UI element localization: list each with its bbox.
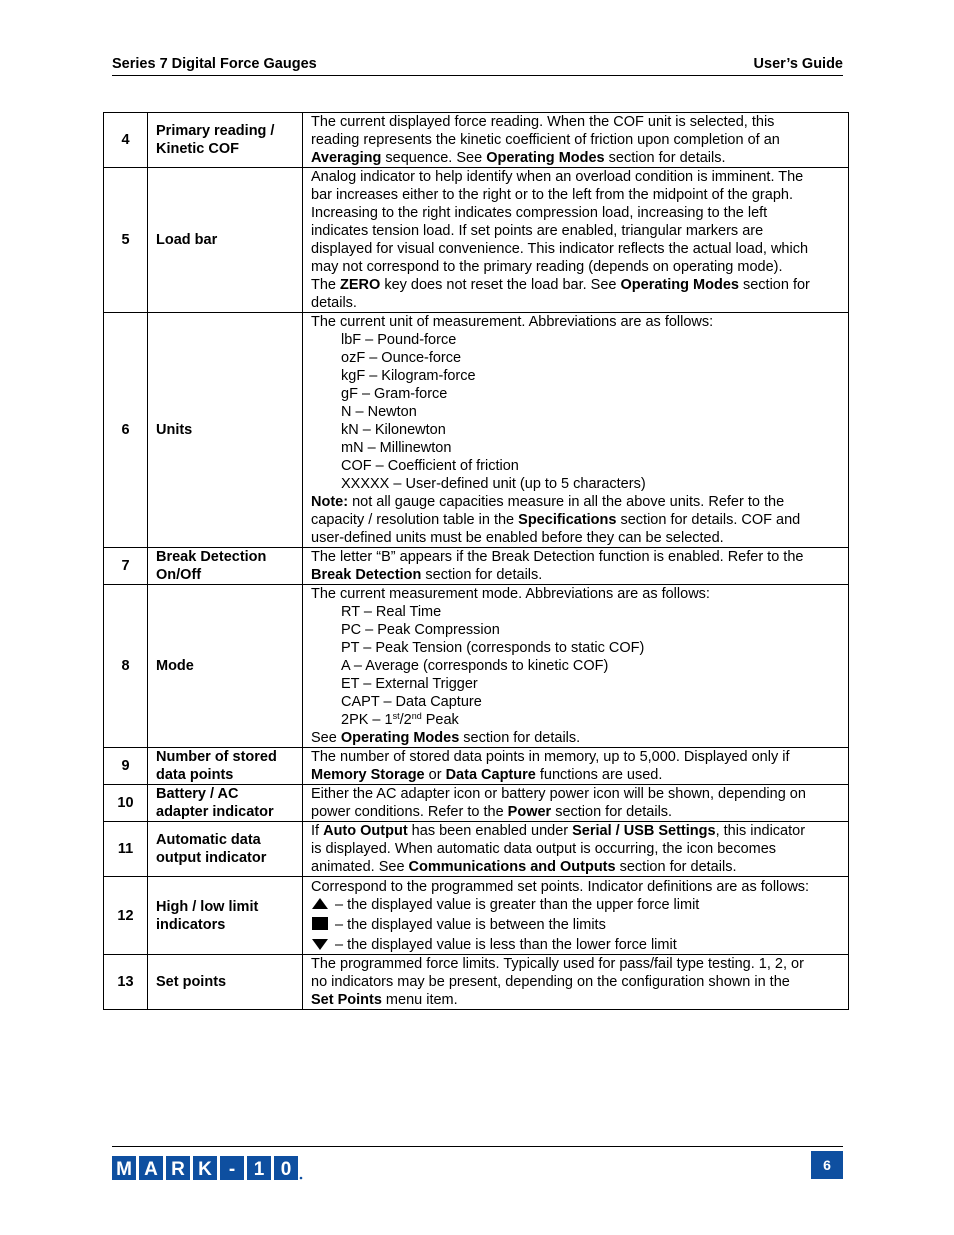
unit-item: kgF – Kilogram-force	[341, 368, 476, 384]
row-number: 7	[104, 548, 148, 585]
desc-line: animated. See Communications and Outputs section for details.	[311, 859, 737, 875]
row-number: 13	[104, 955, 148, 1010]
mode-item: PC – Peak Compression	[341, 622, 500, 638]
table-row	[104, 822, 849, 877]
row-number: 12	[104, 877, 148, 955]
unit-item: ozF – Ounce-force	[341, 350, 462, 366]
desc-line: displayed for visual convenience. This indicator reflects the actual load, which	[311, 241, 809, 257]
desc-line: Increasing to the right indicates compression load, increasing to the left	[311, 205, 768, 221]
table-row	[104, 168, 849, 313]
svg-text:M: M	[116, 1159, 132, 1180]
desc-line: Either the AC adapter icon or battery power icon will be shown, depending on	[311, 786, 806, 802]
note-line: capacity / resolution table in the Specifications section for details. COF and	[311, 512, 801, 528]
row-description	[303, 548, 849, 585]
row-number: 9	[104, 748, 148, 785]
desc-line: The programmed force limits. Typically used for pass/fail type testing. 1, 2, or	[311, 956, 804, 972]
desc-line: may not correspond to the primary reading (depends on operating mode).	[311, 259, 783, 275]
desc-line: The ZERO key does not reset the load bar. See Operating Modes section for	[311, 277, 810, 293]
row-description	[303, 113, 849, 168]
name-line: Break Detection	[156, 549, 267, 565]
triangle-down-icon	[311, 937, 329, 951]
row-description	[303, 822, 849, 877]
table-row	[104, 585, 849, 748]
desc-line: Break Detection section for details.	[311, 567, 543, 583]
row-number: 10	[104, 785, 148, 822]
name-line: High / low limit	[156, 898, 259, 915]
mode-item: PT – Peak Tension (corresponds to static COF)	[341, 640, 645, 656]
row-description	[303, 313, 849, 548]
row-number: 5	[104, 168, 148, 313]
name-line: Kinetic COF	[156, 141, 239, 157]
desc-line: The letter “B” appears if the Break Detection function is enabled. Refer to the	[311, 549, 804, 565]
row-name: Set points	[148, 955, 303, 1010]
mode-item: ET – External Trigger	[341, 676, 478, 692]
row-description	[303, 168, 849, 313]
name-line: adapter indicator	[156, 804, 274, 820]
mode-item: 2PK – 1st/2nd Peak	[341, 711, 459, 728]
limit-item: – the displayed value is greater than the upper force limit	[311, 896, 842, 916]
desc-line: See Operating Modes section for details.	[311, 730, 581, 746]
triangle-up-icon	[311, 897, 329, 911]
unit-item: kN – Kilonewton	[341, 422, 446, 438]
name-line: Primary reading /	[156, 123, 275, 139]
svg-text:0: 0	[280, 1159, 292, 1180]
unit-item: lbF – Pound-force	[341, 332, 457, 348]
note-line: Note: not all gauge capacities measure in all the above units. Refer to the	[311, 494, 785, 510]
name-line: Battery / AC	[156, 786, 239, 802]
square-icon	[311, 917, 329, 931]
row-description	[303, 748, 849, 785]
desc-line: is displayed. When automatic data output is occurring, the icon becomes	[311, 841, 777, 857]
unit-item: gF – Gram-force	[341, 386, 448, 402]
name-line: Automatic data	[156, 832, 261, 848]
unit-item: XXXXX – User-defined unit (up to 5 characters)	[341, 476, 646, 492]
row-name: Load bar	[148, 168, 303, 313]
row-number: 8	[104, 585, 148, 748]
desc-line: power conditions. Refer to the Power section for details.	[311, 804, 673, 820]
page-number: 6	[811, 1151, 843, 1179]
mode-item: RT – Real Time	[341, 604, 442, 620]
table-row	[104, 785, 849, 822]
row-name	[148, 877, 303, 955]
desc-line: Analog indicator to help identify when an overload condition is imminent. The	[311, 169, 804, 185]
unit-item: N – Newton	[341, 404, 417, 420]
desc-line: Set Points menu item.	[311, 992, 458, 1008]
svg-text:1: 1	[253, 1159, 265, 1180]
document-title: Series 7 Digital Force Gauges	[112, 56, 317, 72]
mark-10-logo	[112, 1156, 304, 1180]
svg-text:R: R	[171, 1159, 185, 1180]
mode-item: A – Average (corresponds to kinetic COF)	[341, 658, 609, 674]
table-row	[104, 113, 849, 168]
desc-line: The number of stored data points in memory, up to 5,000. Displayed only if	[311, 749, 790, 765]
desc-line: reading represents the kinetic coefficient of friction upon completion of an	[311, 132, 780, 148]
row-name	[148, 113, 303, 168]
row-description	[303, 877, 849, 955]
row-number: 11	[104, 822, 148, 877]
svg-text:-: -	[228, 1159, 236, 1180]
display-indicators-table	[103, 112, 849, 1010]
row-description	[303, 585, 849, 748]
unit-item: COF – Coefficient of friction	[341, 458, 519, 474]
row-description	[303, 785, 849, 822]
desc-line: bar increases either to the right or to the left from the midpoint of the graph.	[311, 187, 793, 203]
desc-line: The current measurement mode. Abbreviations are as follows:	[311, 586, 710, 602]
name-line: indicators	[156, 916, 226, 933]
row-number: 4	[104, 113, 148, 168]
table-row	[104, 955, 849, 1010]
name-line: On/Off	[156, 567, 202, 583]
desc-line: If Auto Output has been enabled under Serial / USB Settings, this indicator	[311, 823, 806, 839]
limit-item: – the displayed value is between the limits	[311, 916, 842, 936]
page-header	[112, 56, 843, 76]
row-description	[303, 955, 849, 1010]
row-name	[148, 785, 303, 822]
name-line: data points	[156, 767, 234, 783]
desc-line: The current displayed force reading. When the COF unit is selected, this	[311, 114, 775, 130]
unit-item: mN – Millinewton	[341, 440, 452, 456]
desc-line: indicates tension load. If set points are enabled, triangular markers are	[311, 223, 764, 239]
mode-item: CAPT – Data Capture	[341, 694, 482, 710]
desc-line: Memory Storage or Data Capture functions are used.	[311, 767, 663, 783]
desc-line: The current unit of measurement. Abbreviations are as follows:	[311, 314, 714, 330]
table-row	[104, 748, 849, 785]
desc-line: Averaging sequence. See Operating Modes section for details.	[311, 150, 726, 166]
name-line: output indicator	[156, 850, 267, 866]
row-number: 6	[104, 313, 148, 548]
limit-item: – the displayed value is less than the lower force limit	[311, 936, 842, 954]
name-line: Number of stored	[156, 749, 277, 765]
row-name	[148, 548, 303, 585]
svg-text:K: K	[198, 1159, 212, 1180]
row-name: Mode	[148, 585, 303, 748]
desc-line: details.	[311, 295, 357, 311]
footer-divider	[112, 1146, 843, 1147]
note-line: user-defined units must be enabled before they can be selected.	[311, 530, 724, 546]
svg-text:A: A	[144, 1159, 158, 1180]
desc-line: no indicators may be present, depending on the configuration shown in the	[311, 974, 790, 990]
guide-title: User’s Guide	[753, 56, 843, 72]
row-name: Units	[148, 313, 303, 548]
table-row	[104, 313, 849, 548]
table-row	[104, 548, 849, 585]
table-row	[104, 877, 849, 955]
row-name	[148, 822, 303, 877]
desc-line: Correspond to the programmed set points. Indicator definitions are as follows:	[311, 878, 810, 895]
row-name	[148, 748, 303, 785]
